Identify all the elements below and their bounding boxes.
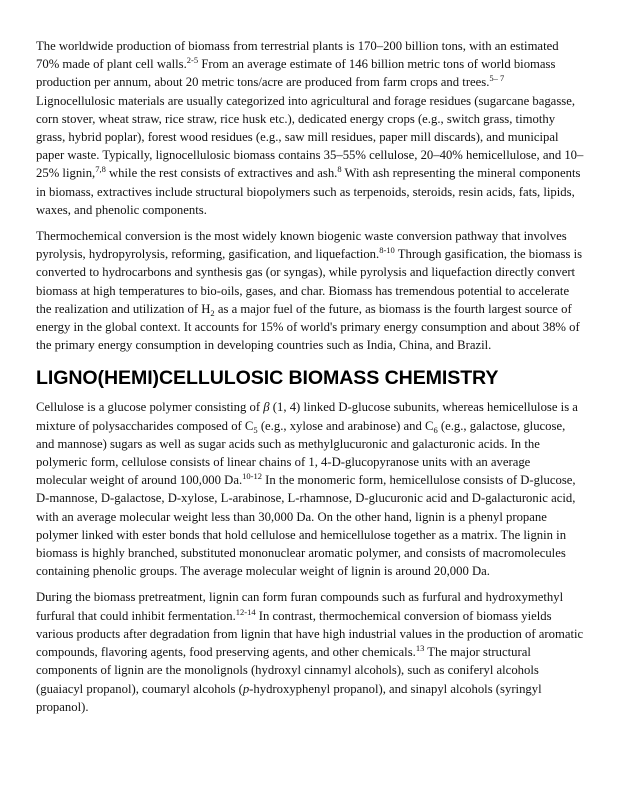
- citation: 12-14: [235, 606, 256, 617]
- text: Through gasification, the biomass is converted to hydrocarbons and synthesis gas (or syngas), while pyrolysis and liquefaction directly convert biomass at high temperatures to bio-oils, gases, and char. Biomass has tremendous potential to accelerate the realization and utilization of H: [36, 247, 583, 316]
- text: With ash representing the mineral components in biomass, extractives include structural biopolymers such as terpenoids, steroids, resin acids, fats, lipids, waxes, and phenolic components.: [36, 166, 581, 217]
- text: From an average estimate of 146 billion metric tons of world biomass production per annum, about 20 metric tons/acre are produced from farm crops and trees.: [36, 57, 556, 90]
- paragraph-cellulose-hemicellulose: [36, 398, 584, 580]
- text: Thermochemical conversion is the most widely known biogenic waste conversion pathway that involves pyrolysis, hydropyrolysis, reforming, gasification, and liquefaction.: [36, 229, 567, 262]
- paragraph-lignin-pretreatment: [36, 588, 584, 715]
- text: Cellulose is a glucose polymer consisting of: [36, 400, 264, 415]
- text: as a major fuel of the future, as biomass is the fourth largest source of energy in the global context. It accounts for 15% of world's primary energy consumption and about 38% of the primary energy consumption in developing countries such as India, China, and Brazil.: [36, 301, 580, 353]
- citation: 8: [337, 164, 342, 175]
- text: (e.g., xylose and arabinose) and C: [257, 418, 434, 433]
- document-page: [36, 37, 584, 724]
- text: In the monomeric form, hemicellulose consists of D-glucose, D-mannose, D-galactose, D-xylose, L-arabinose, L-rhamnose, D-glucuronic acid and D-galacturonic acid, with an average molecular weight less than 30,000 Da. On the other hand, lignin is a phenyl propane polymer linked with ester bonds that hold cellulose and hemicellulose together as a matrix. The lignin in biomass is highly branched, substituted mononuclear aromatic polymer, and consists of macromolecules containing phenolic groups. The average molecular weight of lignin is around 20,000 Da.: [36, 473, 576, 579]
- text: (e.g., galactose, glucose, and mannose) sugars as well as sugar acids such as methylglucuronic and galacturonic acids. In the polymeric form, cellulose consists of linear chains of 1, 4-D-glucopyranose units with an average molecular weight of around 100,000 Da.: [36, 418, 566, 488]
- citation: 7,8: [95, 164, 106, 175]
- citation: 10-12: [242, 471, 262, 482]
- section-heading: LIGNO(HEMI)CELLULOSIC BIOMASS CHEMISTRY: [36, 367, 499, 390]
- citation: 2-5: [186, 55, 199, 66]
- text: while the rest consists of extractives and ash.: [105, 166, 338, 181]
- text: In contrast, thermochemical conversion of biomass yields various products after degradation from lignin that have high industrial values in the production of aromatic compounds, flavoring agents, food preserving agents, and other chemicals.: [36, 608, 584, 660]
- text: During the biomass pretreatment, lignin can form furan compounds such as furfural and hydroxymethyl furfural that could inhibit fermentation.: [36, 590, 564, 623]
- subscript: 2: [210, 307, 215, 318]
- text: Lignocellulosic materials are usually categorized into agricultural and forage residues (sugarcane bagasse, corn stover, wheat straw, rice straw, rice husk etc.), dedicated energy crops (e.g., switch grass, timothy grass, hybrid poplar), forest wood residues (e.g., saw mill residues, paper mill discards), and municipal paper waste. Typically, lignocellulosic biomass contains 35–55% cellulose, 20–40% hemicellulose, and 10–25% lignin,: [36, 93, 584, 181]
- italic-p: p: [242, 681, 250, 696]
- citation: 13: [415, 643, 425, 654]
- text: The major structural components of lignin are the monolignols (hydroxyl cinnamyl alcohols), such as coniferyl alcohols (guaiacyl propanol), coumaryl alcohols (: [36, 645, 539, 696]
- text: The worldwide production of biomass from terrestrial plants is 170–200 billion tons, with an estimated 70% made of plant cell walls.: [36, 39, 559, 72]
- citation: 8-10: [379, 245, 395, 256]
- text: -hydroxyphenyl propanol), and sinapyl alcohols (syringyl propanol).: [36, 681, 542, 714]
- subscript: 6: [433, 424, 438, 435]
- paragraph-biomass-production: [36, 37, 584, 219]
- beta-symbol: β: [263, 400, 270, 415]
- subscript: 5: [253, 424, 258, 435]
- citation: 5– 7: [489, 73, 505, 84]
- text: (1, 4) linked D-glucose subunits, whereas hemicellulose is a mixture of polysaccharides composed of C: [36, 400, 578, 433]
- paragraph-thermochemical-conversion: [36, 227, 584, 354]
